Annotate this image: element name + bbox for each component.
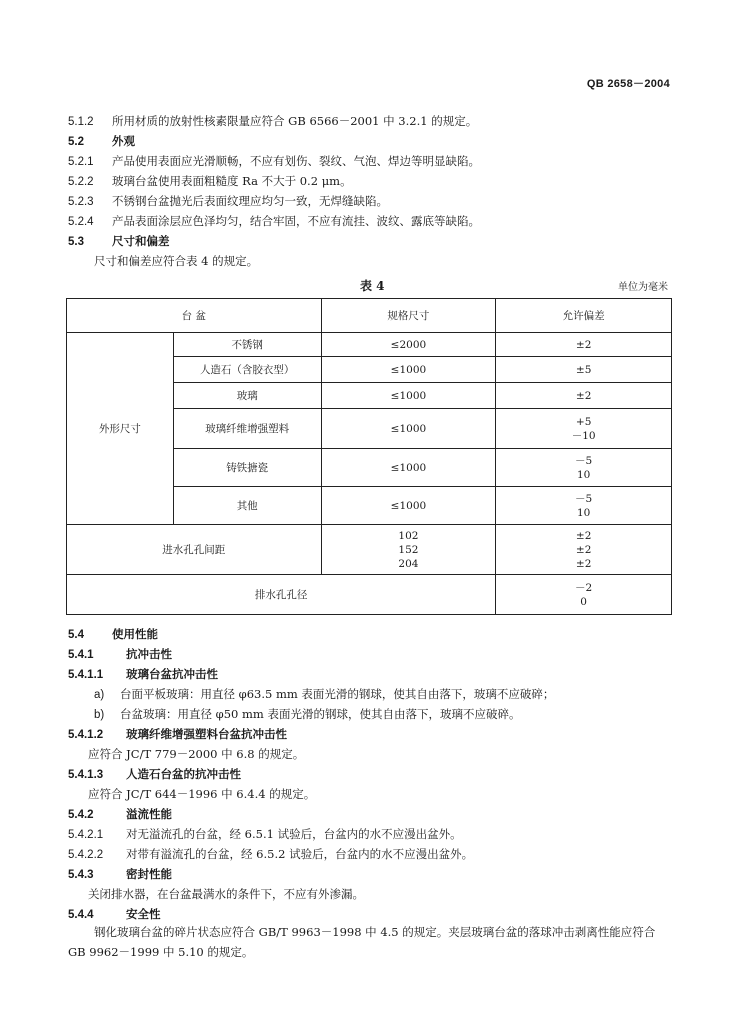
clause-5-2-2	[68, 173, 352, 190]
clause-5-1-2	[68, 113, 477, 130]
clause-number: 5.3	[68, 236, 84, 248]
clause-text: 所用材质的放射性核素限量应符合 GB 6566－2001 中 3.2.1 的规定。	[112, 114, 478, 128]
inlet-label: 进水孔孔间距	[67, 525, 322, 575]
clause-5-4-2	[68, 806, 172, 823]
clause-number: 5.4	[68, 629, 84, 641]
clause-number: 5.2.2	[68, 176, 94, 188]
spec-cell: ≤2000	[321, 333, 496, 357]
clause-number: 5.4.2.1	[68, 829, 104, 841]
clause-text: 不锈钢台盆抛光后表面纹理应均匀一致，无焊缝缺陷。	[112, 194, 388, 208]
clause-5-4-4	[68, 906, 161, 923]
clause-5-4-1-2	[68, 726, 287, 743]
clause-number: 5.4.2.2	[68, 849, 104, 861]
table-unit: 单位为毫米	[618, 282, 668, 293]
standard-number: QB 2658－2004	[586, 78, 670, 90]
clause-5-2-4	[68, 213, 480, 230]
item-text: 台面平板玻璃：用直径 φ63.5 mm 表面光滑的钢球，使其自由落下，玻璃不应破碎；	[120, 687, 555, 701]
item-marker: a)	[94, 689, 105, 701]
clause-text: 产品使用表面应光滑顺畅，不应有划伤、裂纹、气泡、焊边等明显缺陷。	[112, 154, 480, 168]
material-cell: 铸铁搪瓷	[173, 449, 321, 487]
clause-heading: 密封性能	[126, 867, 172, 881]
spec-cell: ≤1000	[321, 449, 496, 487]
clause-text: 对无溢流孔的台盆，经 6.5.1 试验后，台盆内的水不应漫出盆外。	[126, 827, 462, 841]
tolerance-cell	[496, 525, 672, 575]
tolerance-cell: ±2	[496, 333, 672, 357]
clause-5-4-1	[68, 646, 172, 663]
clause-heading: 外观	[112, 134, 135, 148]
inlet-spec: 204	[398, 557, 419, 570]
material-cell: 玻璃纤维增强塑料	[173, 409, 321, 449]
tolerance-cell: ±2	[496, 383, 672, 409]
clause-heading: 尺寸和偏差	[112, 234, 170, 248]
clause-number: 5.4.1.1	[68, 669, 104, 681]
inlet-tol: ±2	[575, 557, 592, 570]
tolerance-cell: ±5	[496, 357, 672, 383]
inlet-tol: ±2	[575, 543, 592, 556]
drain-label: 排水孔孔径	[67, 575, 496, 615]
clause-number: 5.2.4	[68, 216, 94, 228]
clause-number: 5.4.1.2	[68, 729, 104, 741]
tolerance-lower: 10	[576, 506, 591, 519]
clause-number: 5.2	[68, 136, 84, 148]
clause-5-4-1-3	[68, 766, 241, 783]
clause-5-2-3	[68, 193, 388, 210]
clause-text: 玻璃台盆使用表面粗糙度 Ra 不大于 0.2 μm。	[112, 174, 352, 188]
clause-heading: 人造石台盆的抗冲击性	[126, 767, 241, 781]
table-caption: 表 4	[360, 279, 385, 293]
clause-text: 关闭排水器，在台盆最满水的条件下，不应有外渗漏。	[88, 887, 364, 901]
table-row	[67, 333, 672, 357]
clause-text: 尺寸和偏差应符合表 4 的规定。	[94, 254, 259, 268]
clause-number: 5.4.4	[68, 909, 94, 921]
clause-5-2	[68, 133, 135, 150]
item-text: 台盆玻璃：用直径 φ50 mm 表面光滑的钢球，使其自由落下，玻璃不应破碎。	[120, 707, 521, 721]
material-cell: 人造石（含胶衣型）	[173, 357, 321, 383]
clause-5-3	[68, 233, 170, 250]
clause-number: 5.1.2	[68, 116, 94, 128]
tolerance-upper: －5	[575, 492, 593, 505]
spec-cell: ≤1000	[321, 487, 496, 525]
inlet-tol: ±2	[575, 529, 592, 542]
spec-cell: ≤1000	[321, 383, 496, 409]
clause-number: 5.4.1.3	[68, 769, 104, 781]
item-marker: b)	[94, 709, 105, 721]
clause-number: 5.4.1	[68, 649, 94, 661]
tolerance-cell	[496, 575, 672, 615]
table-row	[67, 575, 672, 615]
tolerance-upper: +5	[575, 415, 592, 428]
tolerance-lower: －10	[571, 429, 596, 442]
tolerance-cell	[496, 487, 672, 525]
clause-number: 5.2.1	[68, 156, 94, 168]
clause-text: 应符合 JC/T 644－1996 中 6.4.4 的规定。	[88, 787, 316, 801]
header-basin: 台 盆	[67, 299, 322, 333]
tolerance-lower: 10	[576, 468, 591, 481]
tolerance-cell	[496, 449, 672, 487]
header-spec: 规格尺寸	[321, 299, 496, 333]
clause-text: 对带有溢流孔的台盆，经 6.5.2 试验后，台盆内的水不应漫出盆外。	[126, 847, 474, 861]
clause-5-4-1-1	[68, 666, 218, 683]
tolerance-upper: －5	[575, 454, 593, 467]
drain-tol-upper: －2	[575, 581, 593, 594]
table-row	[67, 525, 672, 575]
clause-5-2-1	[68, 153, 480, 170]
clause-5-3-body	[94, 253, 258, 269]
clause-number: 5.2.3	[68, 196, 94, 208]
clause-5-4-1-3-body	[88, 786, 315, 802]
material-cell: 其他	[173, 487, 321, 525]
drain-tol-lower: 0	[580, 595, 587, 608]
clause-number: 5.4.2	[68, 809, 94, 821]
material-cell: 不锈钢	[173, 333, 321, 357]
spec-cell: ≤1000	[321, 357, 496, 383]
clause-5-4-2-1	[68, 826, 462, 843]
clause-heading: 玻璃台盆抗冲击性	[126, 667, 218, 681]
clause-5-4-3	[68, 866, 172, 883]
inlet-spec: 102	[398, 529, 419, 542]
clause-number: 5.4.3	[68, 869, 94, 881]
clause-text: 产品表面涂层应色泽均匀，结合牢固，不应有流挂、波纹、露底等缺陷。	[112, 214, 480, 228]
item-a	[94, 686, 554, 703]
inlet-spec: 152	[398, 543, 419, 556]
clause-heading: 使用性能	[112, 627, 158, 641]
clause-text: 应符合 JC/T 779－2000 中 6.8 的规定。	[88, 747, 305, 761]
material-cell: 玻璃	[173, 383, 321, 409]
tolerance-cell	[496, 409, 672, 449]
clause-heading: 抗冲击性	[126, 647, 172, 661]
header-tolerance: 允许偏差	[496, 299, 672, 333]
clause-5-4-3-body	[88, 886, 364, 902]
clause-5-4-1-2-body	[88, 746, 304, 762]
spec-cell: ≤1000	[321, 409, 496, 449]
dimension-table	[66, 298, 672, 615]
clause-heading: 溢流性能	[126, 807, 172, 821]
safety-paragraph: 钢化玻璃台盆的碎片状态应符合 GB/T 9963－1998 中 4.5 的规定。夹层玻璃台盆的落球冲击剥离性能应符合 GB 9962－1999 中 5.10 的规定。	[68, 925, 656, 959]
clause-heading: 安全性	[126, 907, 161, 921]
spec-cell	[321, 525, 496, 575]
item-b	[94, 706, 520, 723]
clause-5-4	[68, 626, 158, 643]
clause-5-4-2-2	[68, 846, 473, 863]
group-label-outer-dimension: 外形尺寸	[67, 333, 174, 525]
clause-heading: 玻璃纤维增强塑料台盆抗冲击性	[126, 727, 287, 741]
